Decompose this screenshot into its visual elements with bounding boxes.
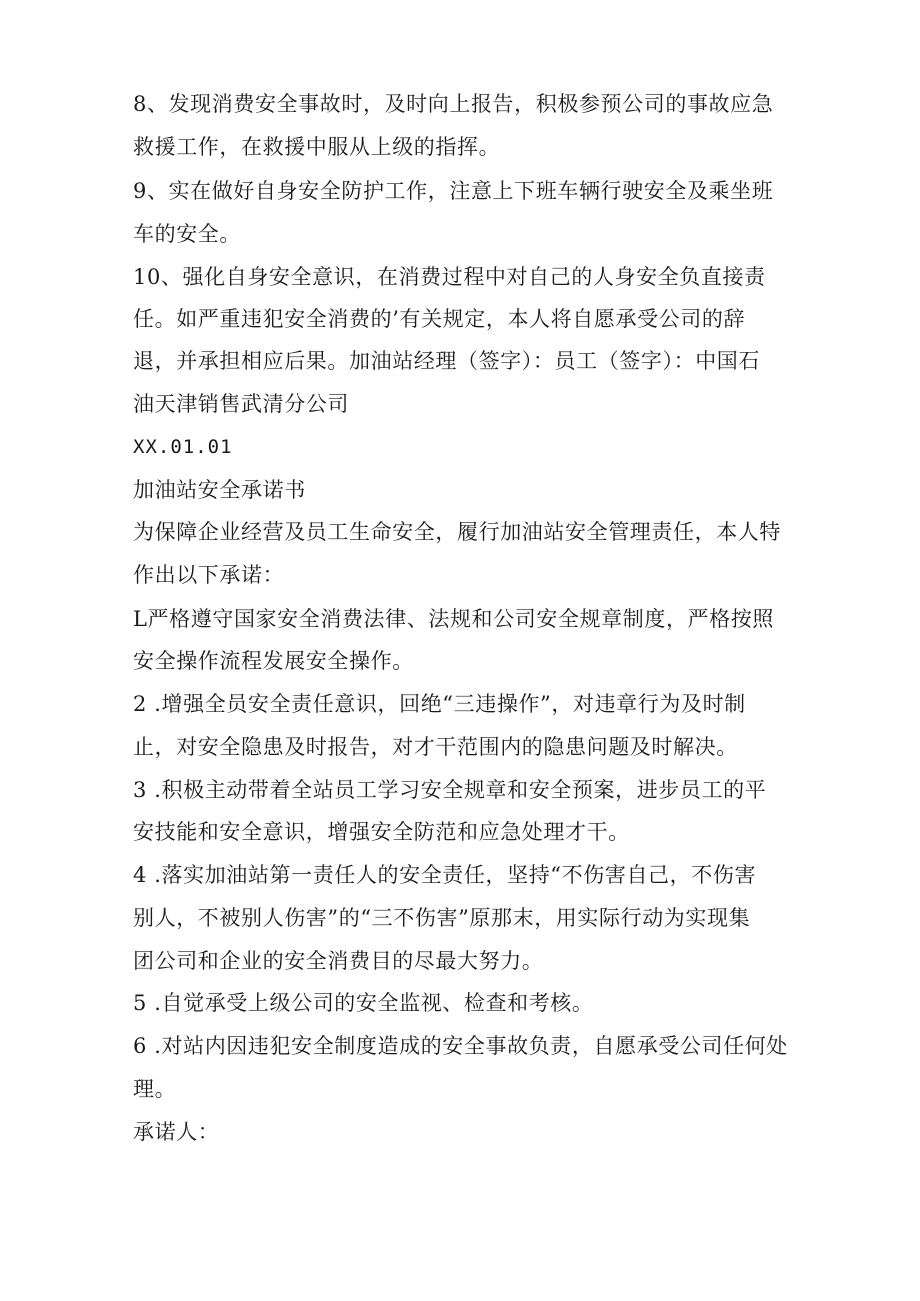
text-line-5: 10、强化自身安全意识，在消费过程中对自己的人身安全负直接责 — [133, 265, 766, 289]
signature-label: 承诺人： — [133, 1120, 220, 1144]
text-line-24: 理。 — [133, 1077, 177, 1101]
text-line-18: 安技能和安全意识，增强安全防范和应急处理才干。 — [133, 820, 630, 844]
text-line-15: 2 .增强全员安全责任意识，回绝“三违操作”，对违章行为及时制 — [133, 692, 746, 716]
text-line-13: L严格遵守国家安全消费法律、法规和公司安全规章制度，严格按照 — [133, 607, 774, 631]
text-line-21: 团公司和企业的安全消费目的尽最大努力。 — [133, 949, 544, 973]
text-line-4: 车的安全。 — [133, 222, 241, 246]
text-line-8: 油天津销售武清分公司 — [133, 392, 349, 416]
text-line-7: 退，并承担相应后果。加油站经理（签字）：员工（签字）：中国石 — [133, 349, 760, 373]
text-line-14: 安全操作流程发展安全操作。 — [133, 649, 414, 673]
text-line-20: 别人，不被别人伤害”的“三不伤害”原那末，用实际行动为实现集 — [133, 906, 751, 930]
text-line-22: 5 .自觉承受上级公司的安全监视、检查和考核。 — [133, 991, 594, 1015]
text-line-17: 3 .积极主动带着全站员工学习安全规章和安全预案，进步员工的平 — [133, 778, 767, 802]
text-line-3: 9、实在做好自身安全防护工作，注意上下班车辆行驶安全及乘坐班 — [133, 179, 774, 203]
document-title: 加油站安全承诺书 — [133, 478, 306, 502]
text-line-11: 为保障企业经营及员工生命安全，履行加油站安全管理责任，本人特 — [133, 520, 781, 544]
text-line-6: 任。如严重违犯安全消费的’有关规定，本人将自愿承受公司的辞 — [133, 307, 746, 331]
text-line-19: 4 .落实加油站第一责任人的安全责任，坚持“不伤害自己，不伤害 — [133, 863, 757, 887]
text-line-16: 止，对安全隐患及时报告，对才干范围内的隐患问题及时解决。 — [133, 735, 738, 759]
text-line-1: 8、发现消费安全事故时，及时向上报告，积极参预公司的事故应急 — [133, 92, 774, 116]
text-line-23: 6 .对站内因违犯安全制度造成的安全事故负责，自愿承受公司任何处 — [133, 1034, 788, 1058]
document-date: XX.01.01 — [133, 436, 233, 458]
text-line-12: 作出以下承诺： — [133, 563, 285, 587]
text-line-2: 救援工作，在救援中服从上级的指挥。 — [133, 135, 501, 159]
